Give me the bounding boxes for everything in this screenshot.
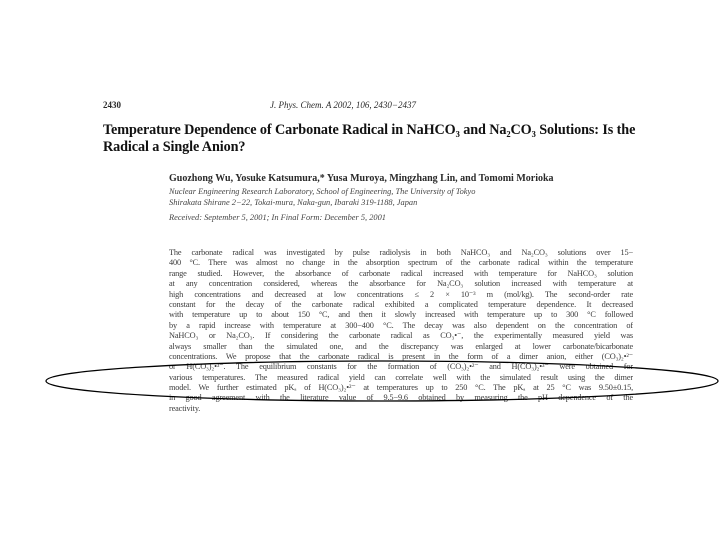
affiliation-line: Nuclear Engineering Research Laboratory, School of Engineering, The University of Tokyo xyxy=(169,187,476,196)
abstract-line: with temperature up to about 150 °C, and then it slowly increased with temperature up to 300 °C followed xyxy=(169,310,633,320)
abstract-line: in good agreement with the literature value of 9.5−9.6 obtained by measuring the pH dependence of the xyxy=(169,393,633,403)
journal-citation: J. Phys. Chem. A 2002, 106, 2430−2437 xyxy=(270,100,416,110)
author-list: Guozhong Wu, Yosuke Katsumura,* Yusa Muroya, Mingzhang Lin, and Tomomi Morioka xyxy=(169,173,554,184)
abstract-line: various temperatures. The measured radical yield can correlate well with the simulated result using the dimer xyxy=(169,372,633,382)
affiliation xyxy=(169,187,639,208)
affiliation-line: Shirakata Shirane 2−22, Tokai-mura, Naka-gun, Ibaraki 319-1188, Japan xyxy=(169,197,418,207)
paper-title: Temperature Dependence of Carbonate Radical in NaHCO₃ and Na₂CO₃ Solutions: Is the Radical a Single Anion? xyxy=(103,122,636,155)
abstract-line: The carbonate radical was investigated by pulse radiolysis in both NaHCO₃ and Na₂CO₃ solutions over 15− xyxy=(169,248,633,257)
abstract-line: model. We further estimated pKₐ of H(CO₃)₂•²⁻ at temperatures up to 250 °C. The pKₐ at 25 °C was 9.50±0.15, xyxy=(169,383,633,393)
abstract-line: by a rapid increase with temperature at 300−400 °C. The decay was also dependent on the concentration of xyxy=(169,320,633,330)
received-dates: Received: September 5, 2001; In Final Form: December 5, 2001 xyxy=(169,213,386,222)
abstract-line: 400 °C. There was almost no change in the absorption spectrum of the carbonate radical within the temperature xyxy=(169,258,633,268)
abstract-line: reactivity. xyxy=(169,403,201,413)
abstract-line: constant for the decay of the carbonate radical exhibited a complicated temperature dependence. It decreased xyxy=(169,299,633,309)
abstract-line: at any concentration considered, whereas the absorbance for Na₂CO₃ solution increased with temperature at xyxy=(169,279,633,289)
abstract-line: NaHCO₃ or Na₂CO₃. If considering the carbonate radical as CO₃•⁻, the experimentally measured yield was xyxy=(169,331,633,341)
abstract-line: high concentrations and decreased at low concentrations ≤ 2 × 10⁻³ m (mol/kg). The second-order rate xyxy=(169,289,633,299)
page-number: 2430 xyxy=(103,100,121,110)
abstract xyxy=(169,248,633,414)
abstract-line: range studied. However, the absorbance of carbonate radical increased with temperature for NaHCO₃ solution xyxy=(169,268,633,278)
abstract-line: always smaller than the simulated one, and the discrepancy was enlarged at lower carbonate/bicarbonate xyxy=(169,341,633,351)
abstract-line: concentrations. We propose that the carbonate radical is present in the form of a dimer anion, either (CO₃)₂•²⁻ xyxy=(169,351,633,361)
abstract-line: or H(CO₃)₂•³⁻. The equilibrium constants for the formation of (CO₃)₂•²⁻ and H(CO₃)₂•³⁻ were obtained for xyxy=(169,362,633,372)
